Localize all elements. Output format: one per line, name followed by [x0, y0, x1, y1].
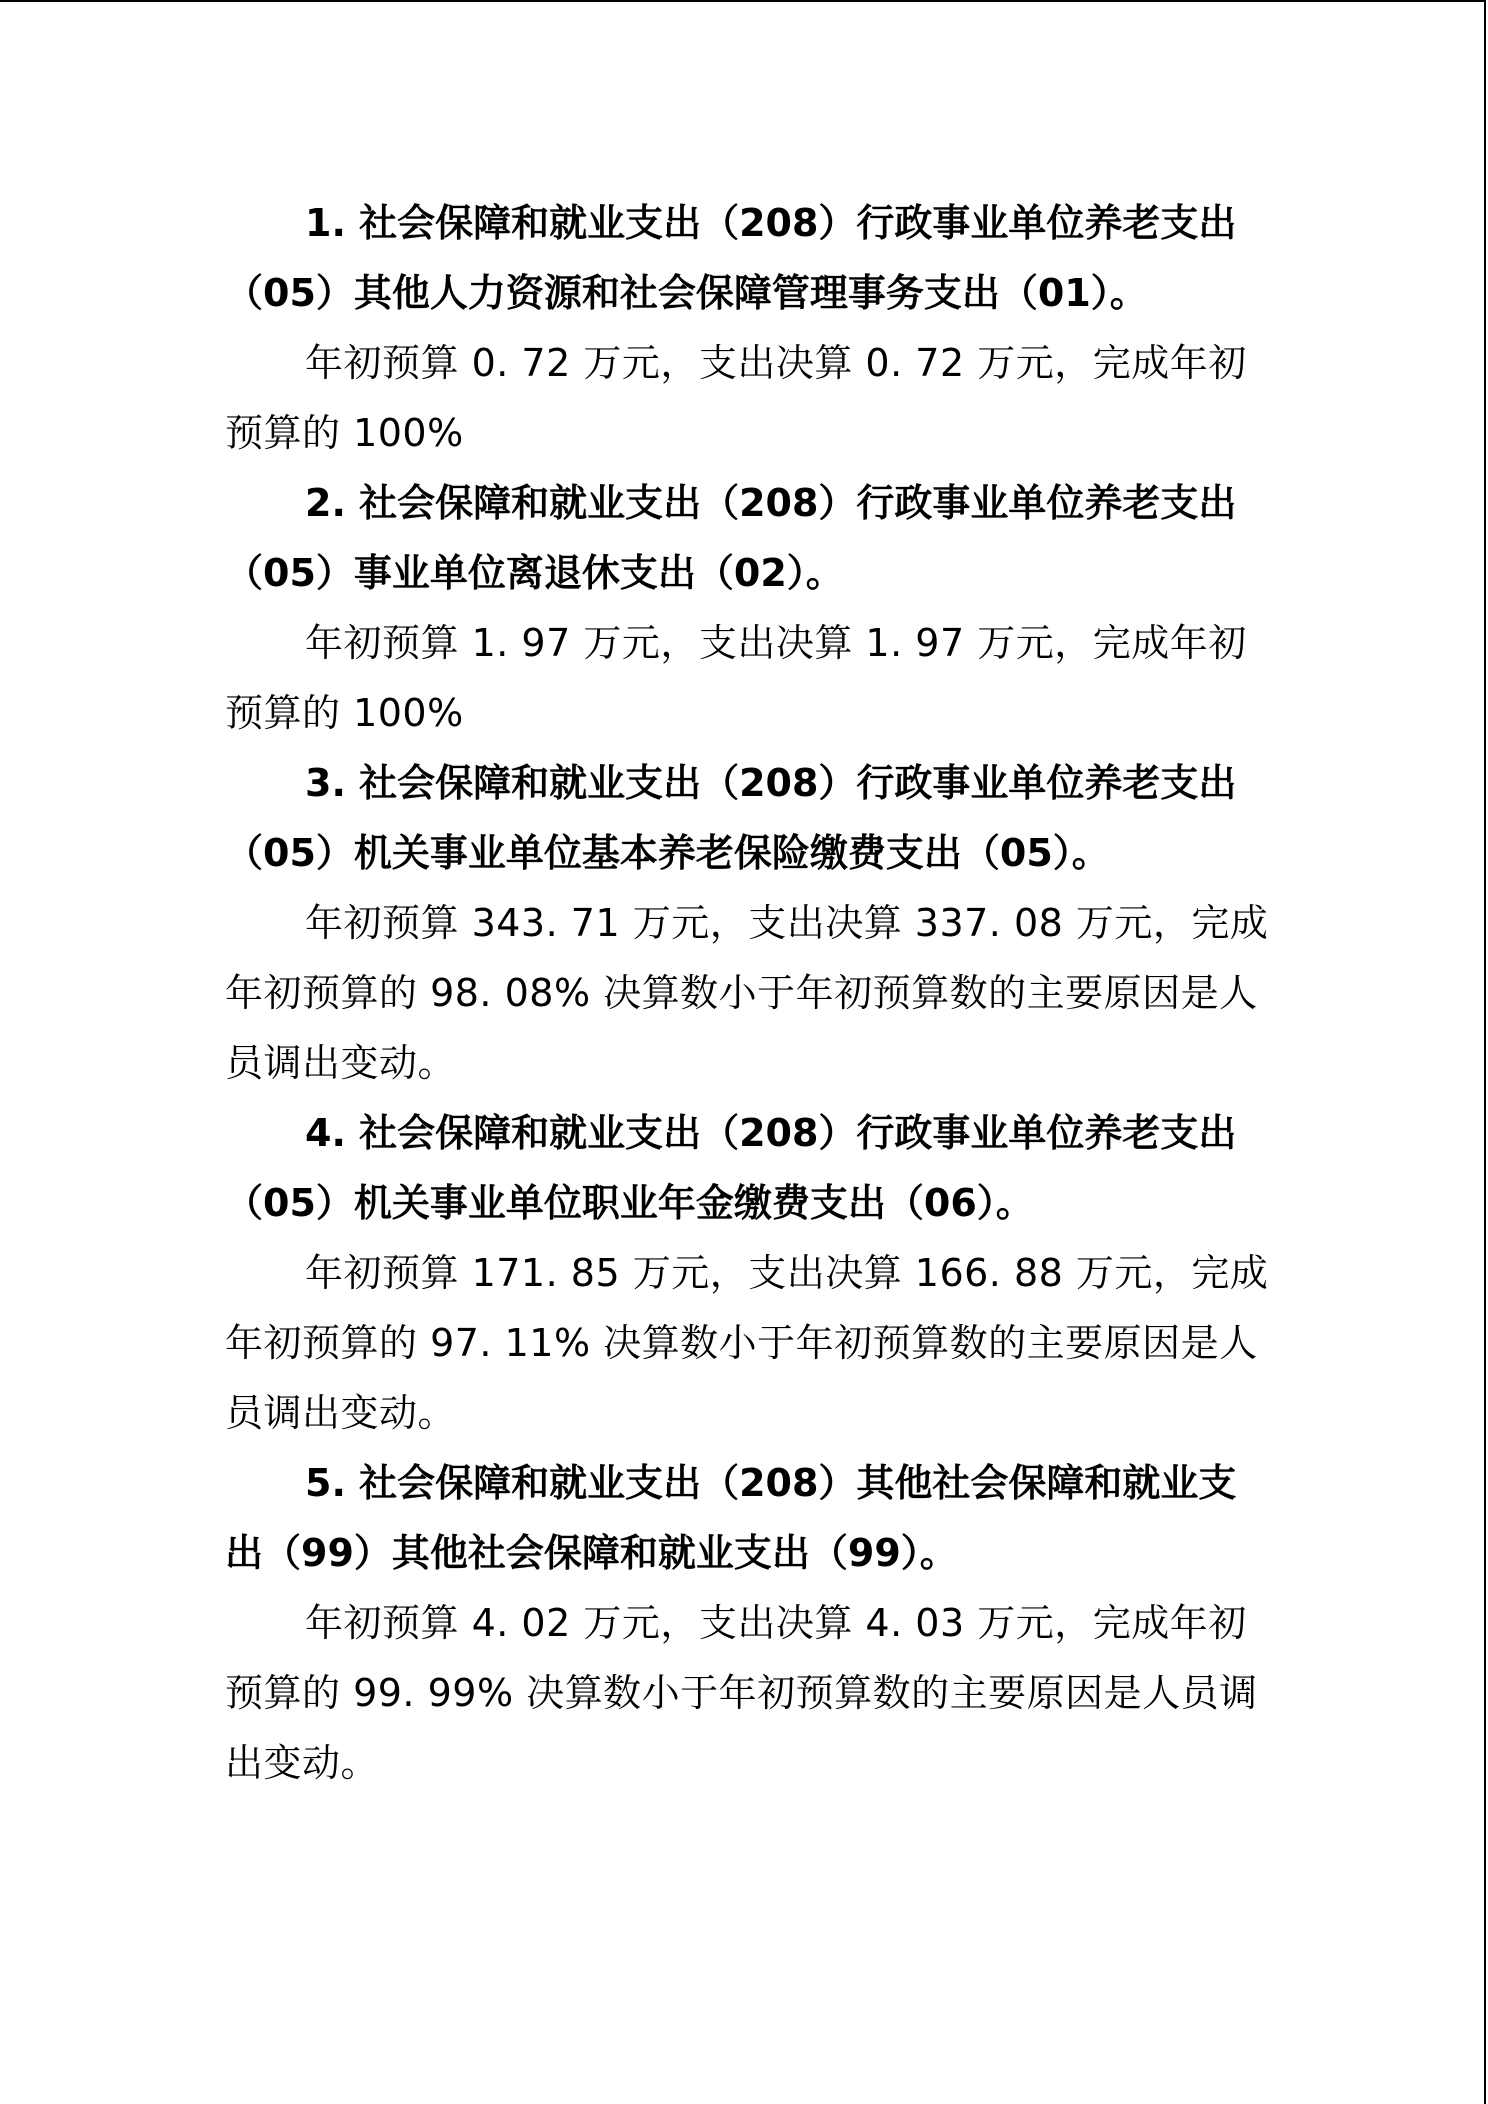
section-4 [225, 1098, 1270, 1448]
section-heading: 5. 社会保障和就业支出（208）其他社会保障和就业支出（99）其他社会保障和就业支出（99）。 [225, 1461, 1237, 1575]
document-body [225, 188, 1270, 1798]
section-paragraph: 年初预算 1. 97 万元，支出决算 1. 97 万元，完成年初预算的 100% [225, 621, 1247, 735]
section-1 [225, 188, 1270, 468]
section-paragraph: 年初预算 0. 72 万元，支出决算 0. 72 万元，完成年初预算的 100% [225, 341, 1247, 455]
section-5 [225, 1448, 1270, 1798]
section-3 [225, 748, 1270, 1098]
section-heading: 4. 社会保障和就业支出（208）行政事业单位养老支出（05）机关事业单位职业年金缴费支出（06）。 [225, 1111, 1237, 1225]
section-heading: 2. 社会保障和就业支出（208）行政事业单位养老支出（05）事业单位离退休支出（02）。 [225, 481, 1237, 595]
section-heading: 3. 社会保障和就业支出（208）行政事业单位养老支出（05）机关事业单位基本养老保险缴费支出（05）。 [225, 761, 1237, 875]
section-paragraph: 年初预算 4. 02 万元，支出决算 4. 03 万元，完成年初预算的 99. 99% 决算数小于年初预算数的主要原因是人员调出变动。 [225, 1601, 1258, 1785]
section-paragraph: 年初预算 171. 85 万元，支出决算 166. 88 万元，完成年初预算的 97. 11% 决算数小于年初预算数的主要原因是人员调出变动。 [225, 1251, 1269, 1435]
section-heading: 1. 社会保障和就业支出（208）行政事业单位养老支出（05）其他人力资源和社会保障管理事务支出（01）。 [225, 201, 1237, 315]
section-2 [225, 468, 1270, 748]
section-paragraph: 年初预算 343. 71 万元，支出决算 337. 08 万元，完成年初预算的 98. 08% 决算数小于年初预算数的主要原因是人员调出变动。 [225, 901, 1269, 1085]
